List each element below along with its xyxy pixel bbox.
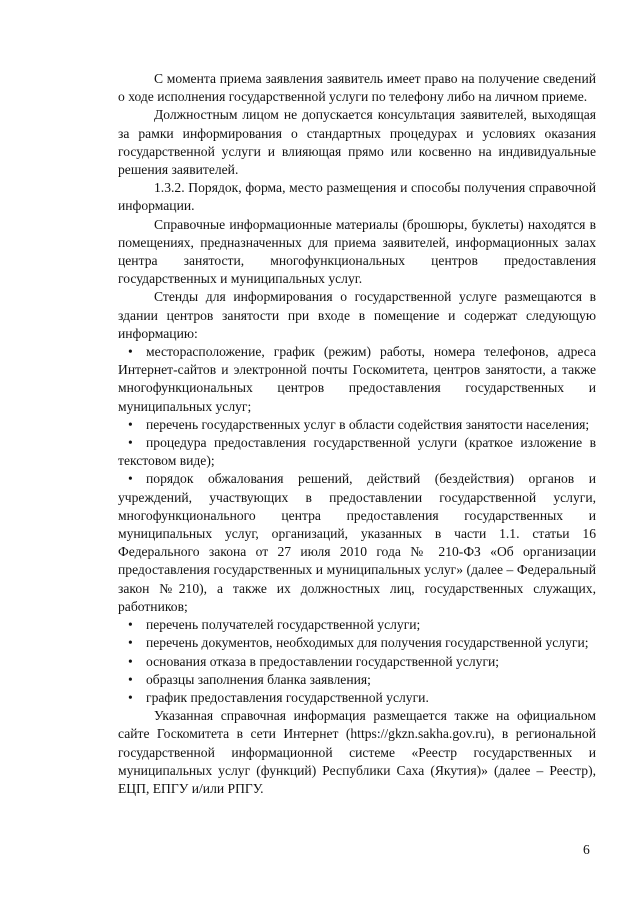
list-item <box>118 616 596 634</box>
bullet-mark: • <box>128 471 133 487</box>
paragraph-official-site: Указанная справочная информация размещается также на официальном сайте Госкомитета в сети Интернет (https://gkzn.sakha.gov.ru), в региональной государственной информационной системе «Реестр государственных и муниципальных услуг (функций) Республики Саха (Якутия)» (далее – Реестр), ЕЦП, ЕПГУ и/или РПГУ. <box>118 708 596 796</box>
list-item <box>118 653 596 671</box>
list-item-text: перечень получателей государственной услуги; <box>146 617 421 633</box>
bullet-mark: • <box>128 617 133 633</box>
list-item-text: график предоставления государственной услуги. <box>146 689 429 705</box>
list-item-text: основания отказа в предоставлении государственной услуги; <box>146 653 500 669</box>
page-number: 6 <box>583 842 590 857</box>
list-item-text: порядок обжалования решений, действий (бездействия) органов и учреждений, участвующих в предоставлении государственной услуги, многофункционального центра предоставления государственных и муниципальных услуг, организаций, указанных в части 1.1. статьи 16 Федерального закона от 27 июля 2010 года № 210-ФЗ «Об организации предоставления государственных и муниципальных услуг» (далее – Федеральный закон №210), а также их должностных лиц, государственных служащих, работников; <box>118 471 596 614</box>
list-item-text: перечень документов, необходимых для получения государственной услуги; <box>146 635 589 651</box>
paragraph-consultation-limits: Должностным лицом не допускается консультация заявителей, выходящая за рамки информирования о стандартных процедурах и условиях оказания государственной услуги и влияющая прямо или косвенно на индивидуальные решения заявителей. <box>118 107 596 178</box>
list-item <box>118 470 596 616</box>
bullet-mark: • <box>128 671 133 687</box>
list-item-text: перечень государственных услуг в области содействия занятости населения; <box>146 416 590 432</box>
list-item <box>118 671 596 689</box>
bullet-mark: • <box>128 416 133 432</box>
paragraph-info-stands: Стенды для информирования о государственной услуге размещаются в здании центров занятости при входе в помещение и содержат следующую информацию: <box>118 289 596 341</box>
list-item-text: образцы заполнения бланка заявления; <box>146 671 371 687</box>
list-item <box>118 689 596 707</box>
list-item <box>118 634 596 652</box>
list-item <box>118 343 596 416</box>
list-item-text: процедура предоставления государственной услуги (краткое изложение в текстовом виде); <box>118 435 596 469</box>
bullet-mark: • <box>128 689 133 705</box>
list-item-text: месторасположение, график (режим) работы, номера телефонов, адреса Интернет-сайтов и электронной почты Госкомитета, центров занятости, а также многофункциональных центров предоставления государственных и муниципальных услуг; <box>118 344 596 414</box>
list-item <box>118 434 596 470</box>
paragraph-reference-materials: Справочные информационные материалы (брошюры, буклеты) находятся в помещениях, предназначенных для приема заявителей, информационных залах центра занятости, многофункциональных центров предоставления государственных и муниципальных услуг. <box>118 216 596 287</box>
bullet-mark: • <box>128 653 133 669</box>
document-page <box>118 70 596 798</box>
bullet-list <box>118 343 596 707</box>
section-heading-1-3-2: 1.3.2. Порядок, форма, место размещения и способы получения справочной информации. <box>118 180 596 214</box>
bullet-mark: • <box>128 435 133 451</box>
list-item <box>118 416 596 434</box>
bullet-mark: • <box>128 635 133 651</box>
paragraph-status-info: С момента приема заявления заявитель имеет право на получение сведений о ходе исполнения государственной услуги по телефону либо на личном приеме. <box>118 71 596 105</box>
bullet-mark: • <box>128 344 133 360</box>
